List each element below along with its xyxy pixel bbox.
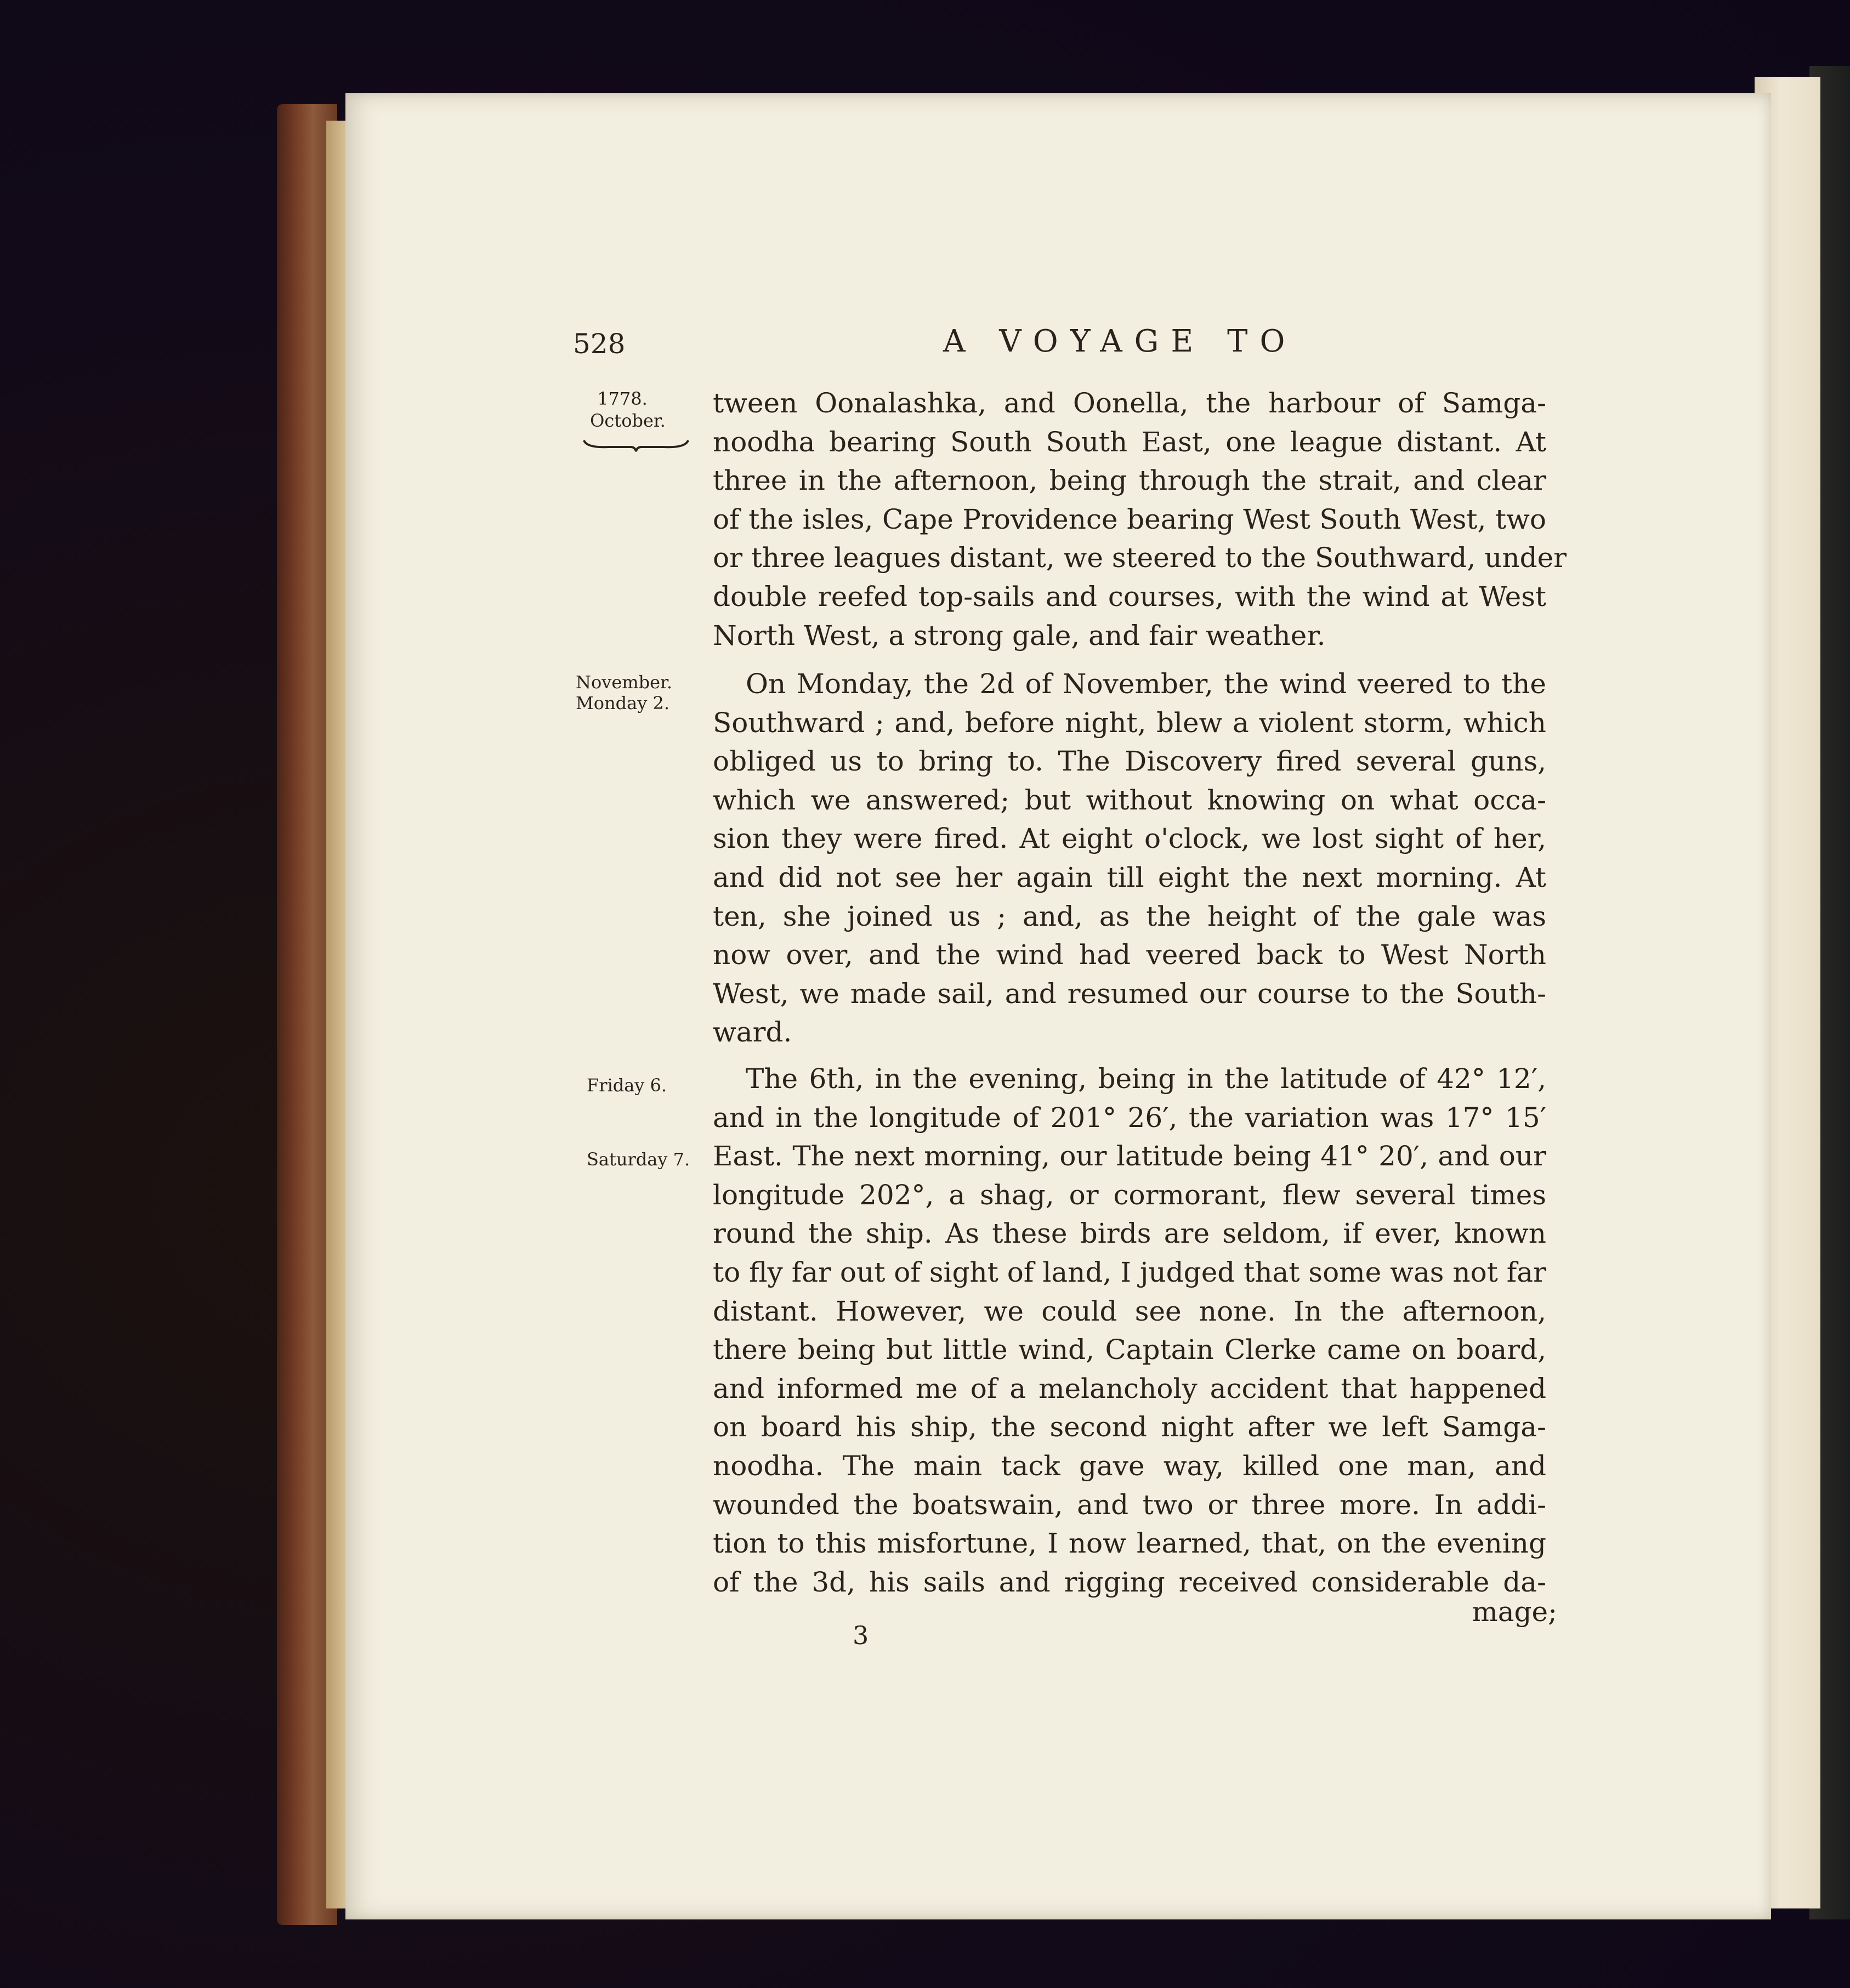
text-line: longitude 202°, a shag, or cormorant, flew several times — [713, 1179, 1546, 1211]
text-line: three in the afternoon, being through the strait, and clear — [713, 465, 1546, 497]
text-line: noodha. The main tack gave way, killed one man, and — [713, 1449, 1546, 1482]
text-line: and did not see her again till eight the next morning. At — [713, 861, 1546, 893]
page-block-edge — [326, 121, 348, 1908]
signature-mark: 3 — [853, 1621, 869, 1650]
margin-note-saturday: Saturday 7. — [587, 1149, 690, 1170]
text-line: round the ship. As these birds are seldom, if ever, known — [713, 1217, 1546, 1250]
margin-note-month: October. — [590, 410, 666, 431]
text-line: On Monday, the 2d of November, the wind veered to the — [746, 668, 1546, 700]
text-line: distant. However, we could see none. In the afternoon, — [713, 1295, 1546, 1327]
running-head: A VOYAGE TO — [943, 324, 1297, 359]
text-line: East. The next morning, our latitude being 41° 20′, and our — [713, 1140, 1546, 1173]
paragraph-2 — [713, 665, 1546, 1052]
margin-note-monday: Monday 2. — [576, 693, 669, 713]
text-line: now over, and the wind had veered back to West North — [713, 939, 1546, 971]
text-line: wounded the boatswain, and two or three more. In addi- — [713, 1488, 1546, 1521]
text-line: there being but little wind, Captain Clerke came on board, — [713, 1334, 1546, 1366]
text-line: ten, she joined us ; and, as the height of the gale was — [713, 900, 1546, 932]
text-line: ward. — [713, 1016, 792, 1049]
text-line: West, we made sail, and resumed our course to the South- — [713, 977, 1546, 1010]
text-line: double reefed top-sails and courses, with the wind at West — [713, 580, 1546, 613]
margin-note-friday: Friday 6. — [587, 1075, 667, 1096]
text-line: noodha bearing South South East, one league distant. At — [713, 426, 1546, 458]
text-line: of the 3d, his sails and rigging received considerable da- — [713, 1566, 1546, 1598]
text-line: and informed me of a melancholy accident that happened — [713, 1372, 1546, 1404]
brace-ornament — [581, 436, 691, 452]
catchword: mage; — [1472, 1596, 1557, 1628]
text-line: or three leagues distant, we steered to the Southward, under — [713, 542, 1567, 574]
text-line: to fly far out of sight of land, I judged that some was not far — [713, 1256, 1546, 1288]
text-line: and in the longitude of 201° 26′, the variation was 17° 15′ — [713, 1101, 1546, 1134]
text-line: sion they were fired. At eight o'clock, we lost sight of her, — [713, 823, 1546, 855]
text-line: Southward ; and, before night, blew a violent storm, which — [713, 706, 1546, 739]
text-line: North West, a strong gale, and fair weather. — [713, 619, 1326, 652]
text-line: which we answered; but without knowing on what occa- — [713, 784, 1546, 816]
page-number: 528 — [573, 328, 626, 360]
margin-note-november — [576, 672, 691, 713]
paragraph-3 — [713, 1060, 1546, 1601]
text-line: tween Oonalashka, and Oonella, the harbour of Samga- — [713, 387, 1546, 419]
text-line: of the isles, Cape Providence bearing West South West, two — [713, 503, 1546, 535]
margin-note-november-month: November. — [576, 672, 672, 693]
paragraph-1 — [713, 384, 1567, 655]
text-line: tion to this misfortune, I now learned, that, on the evening — [713, 1527, 1546, 1560]
text-line: obliged us to bring to. The Discovery fired several guns, — [713, 745, 1546, 778]
text-line: The 6th, in the evening, being in the latitude of 42° 12′, — [746, 1063, 1546, 1095]
text-line: on board his ship, the second night after we left Samga- — [713, 1411, 1546, 1443]
margin-note-year: 1778. — [597, 388, 648, 409]
